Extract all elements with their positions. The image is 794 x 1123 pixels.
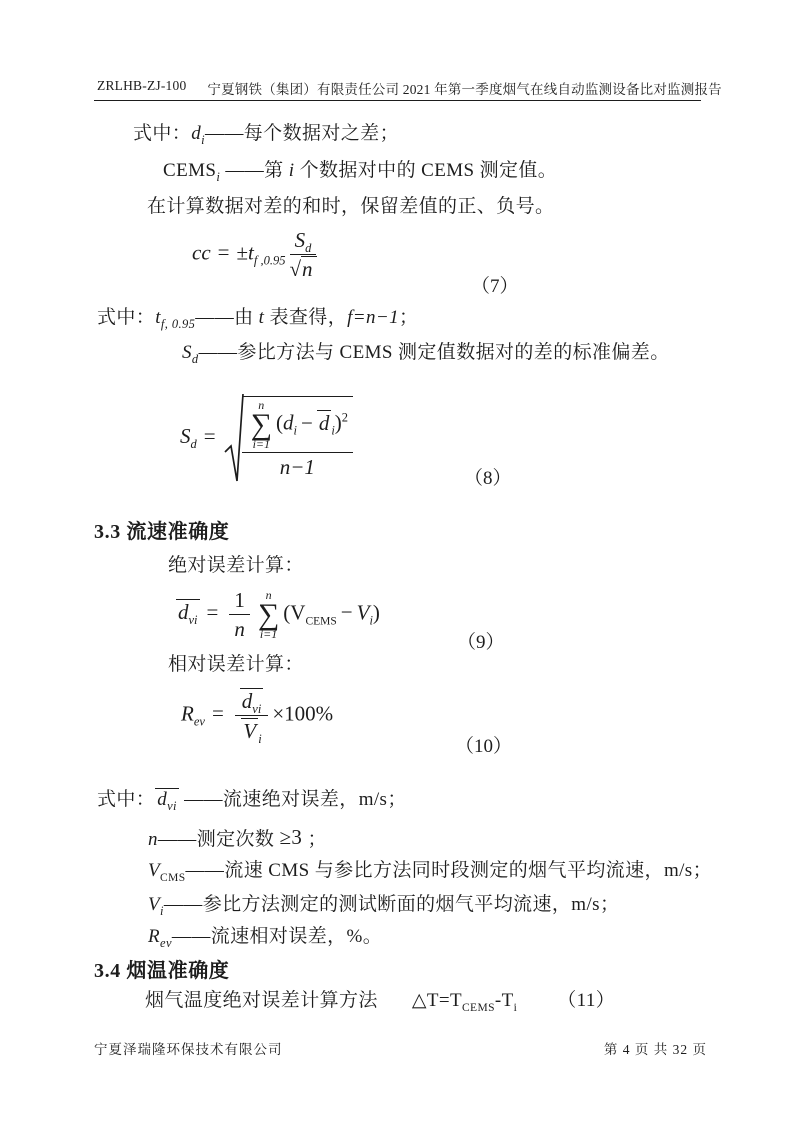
plus-minus-sign: ±: [236, 240, 249, 265]
dvi-desc: ——流速绝对误差，m/s；: [178, 789, 407, 810]
f7-n: n: [301, 256, 317, 281]
var-vcms: V: [148, 860, 161, 881]
f10-lhs: R: [181, 701, 194, 726]
var-sd: S: [182, 342, 192, 363]
t-desc-1: ——由: [195, 307, 259, 328]
where-line-t: [97, 305, 418, 331]
f9-sum-lower: i=1: [259, 627, 278, 642]
absolute-error-label: [168, 553, 304, 579]
var-dvi: d: [157, 789, 168, 810]
f8-sum-upper: n: [258, 398, 265, 413]
f9-n: n: [234, 617, 245, 642]
f9-open-paren: (: [283, 600, 291, 625]
formula-9: [176, 588, 380, 641]
f9-dbar-overline: [176, 599, 200, 628]
f10-dbar-sub: vi: [252, 702, 262, 717]
where-line-rev: [148, 924, 382, 950]
f10-fraction: [235, 688, 269, 747]
f11-ti-sub: i: [513, 1001, 518, 1014]
f11-delta-t: △T=T: [411, 990, 462, 1011]
f8-lhs-sub: d: [190, 437, 197, 451]
summation-symbol: [251, 399, 272, 450]
formula-9-number: （9）: [457, 632, 505, 653]
footer-company: 宁夏泽瑞隆环保技术有限公司: [94, 1042, 283, 1057]
f10-dbar-overline: [240, 688, 264, 717]
f8-fraction: [242, 396, 353, 479]
var-cems: CEMS: [163, 160, 217, 181]
cems-i: i: [288, 160, 295, 181]
formula-7: [192, 228, 321, 281]
f7-denominator: [289, 255, 316, 281]
where-prefix: 式中：: [133, 123, 192, 144]
f9-one-over-n: [229, 588, 250, 641]
f9-close-paren: ): [372, 600, 380, 625]
page-header: [97, 78, 722, 98]
f8-equals: =: [203, 423, 216, 448]
temp-method-text: 烟气温度绝对误差计算方法: [145, 990, 378, 1011]
var-d: d: [191, 123, 202, 144]
formula-10: [181, 688, 334, 747]
f11-minus-t: -T: [494, 990, 514, 1011]
minus-sign: −: [300, 410, 313, 435]
f10-times-100: ×100%: [272, 701, 334, 726]
formula-8: [180, 392, 357, 484]
f7-S-sub: d: [305, 241, 312, 256]
var-d-desc: ——每个数据对之差；: [204, 123, 399, 144]
f7-S: S: [294, 228, 306, 252]
f9-equals: =: [206, 600, 219, 625]
minus-sign: −: [340, 600, 353, 625]
t-desc-2: 表查得，: [264, 307, 348, 328]
var-sd-sub: d: [191, 351, 199, 366]
where-prefix: 式中：: [97, 307, 156, 328]
formula-8-number: （8）: [464, 468, 512, 489]
f8-lhs: S: [180, 423, 191, 448]
header-rule: [94, 100, 701, 101]
f9-one: 1: [229, 588, 250, 615]
var-rev-sub: ev: [160, 935, 172, 950]
radical-sign: [223, 392, 244, 484]
f9-vcems: V: [290, 600, 306, 625]
f7-numerator: [290, 228, 317, 255]
where-line-vcms: [148, 858, 712, 884]
f8-sigma: ∑: [250, 408, 272, 442]
relative-error-text: 相对误差计算：: [168, 654, 304, 675]
f9-lhs-sub: vi: [188, 613, 198, 628]
vcms-desc: ——流速 CMS 与参比方法同时段测定的烟气平均流速，m/s；: [185, 860, 713, 881]
f10-denominator: [241, 716, 262, 747]
f8-dbar-sub: i: [331, 423, 335, 438]
section-heading-3-4: 3.4 烟温准确度: [94, 960, 230, 982]
f7-lhs: cc: [192, 240, 211, 265]
cems-desc: 个数据对中的 CEMS 测定值。: [294, 160, 558, 181]
var-vi-sub: i: [160, 903, 164, 918]
var-n: n: [148, 829, 158, 850]
f7-equals: =: [217, 240, 230, 265]
formula-10-number: （10）: [455, 736, 513, 757]
absolute-error-text: 绝对误差计算：: [168, 555, 304, 576]
where-line-n: [148, 823, 327, 853]
f10-equals: =: [211, 701, 224, 726]
f9-vi-sub: i: [369, 613, 373, 628]
f9-vcems-sub: CEMS: [305, 615, 337, 628]
f8-numerator: [242, 399, 353, 453]
geq-three: ≥3: [279, 825, 303, 849]
cems-dash: ——第: [220, 160, 289, 181]
where-prefix: 式中：: [97, 789, 156, 810]
where-line-cems: [163, 158, 557, 184]
formula-11-number: （11）: [557, 990, 616, 1011]
relative-error-label: [168, 652, 304, 678]
f10-vbar-overline: [241, 718, 258, 742]
sign-note: 在计算数据对差的和时，保留差值的正、负号。: [147, 196, 555, 217]
var-t: t: [155, 307, 161, 328]
temp-error-line: [145, 988, 615, 1014]
f10-numerator: [235, 688, 269, 716]
f-equals-n-minus-1: f=n−1: [347, 307, 400, 328]
summation-symbol: [258, 589, 279, 640]
n-desc: ——测定次数: [157, 829, 280, 850]
footer-page-number: 第 4 页 共 32 页: [603, 1042, 707, 1057]
t-italic: t: [258, 307, 265, 328]
f8-square: 2: [341, 410, 349, 425]
where-line-di: [133, 121, 399, 147]
var-dvi-sub: vi: [167, 798, 177, 813]
f8-di-sub: i: [293, 423, 297, 438]
f11-tcems-sub: CEMS: [461, 1001, 495, 1014]
sign-note-line: [147, 194, 554, 220]
section-heading-3-3: 3.3 流速准确度: [94, 521, 230, 543]
f10-dbar: d: [241, 689, 253, 713]
var-vcms-sub: CMS: [160, 871, 186, 884]
where-line-vi: [148, 892, 619, 918]
f9-sum-upper: n: [265, 588, 272, 603]
radical-sign: √: [289, 257, 302, 282]
f8-di: d: [282, 410, 294, 435]
var-rev: R: [148, 926, 161, 947]
f7-t-sub: f ,0.95: [253, 253, 286, 268]
n-desc-end: ；: [302, 829, 327, 850]
f8-close-paren: ): [334, 410, 342, 435]
sd-desc: ——参比方法与 CEMS 测定值数据对的差的标准偏差。: [198, 342, 670, 363]
f8-open-paren: (: [275, 410, 283, 435]
f8-dbar: d: [318, 410, 330, 435]
f10-lhs-sub: ev: [193, 714, 205, 729]
f9-sigma: ∑: [257, 598, 280, 632]
doc-title: 宁夏钢铁（集团）有限责任公司 2021 年第一季度烟气在线自动监测设备比对监测报告: [207, 82, 722, 97]
f8-denominator: n−1: [279, 455, 315, 480]
where-line-dvi: [97, 787, 407, 813]
t-desc-end: ；: [399, 307, 419, 328]
vi-desc: ——参比方法测定的测试断面的烟气平均流速，m/s；: [163, 894, 620, 915]
var-vi: V: [148, 894, 161, 915]
f8-dbar-overline: [317, 410, 332, 434]
f10-vbar-sub: i: [258, 732, 262, 747]
var-cems-sub: i: [216, 169, 221, 184]
var-t-sub: f, 0.95: [160, 316, 196, 331]
f7-fraction: [289, 228, 316, 281]
f7-t: t: [248, 240, 254, 265]
formula-7-number: （7）: [471, 276, 519, 297]
f9-vi: V: [356, 600, 370, 625]
doc-code: ZRLHB-ZJ-100: [97, 78, 187, 93]
rev-desc: ——流速相对误差，%。: [171, 926, 383, 947]
f9-lhs: d: [178, 600, 189, 625]
f8-sum-lower: i=1: [252, 437, 270, 452]
f10-vbar: V: [243, 719, 257, 744]
dvi-overline: [155, 788, 179, 813]
where-line-sd: [182, 340, 670, 366]
var-d-sub: i: [201, 132, 205, 147]
